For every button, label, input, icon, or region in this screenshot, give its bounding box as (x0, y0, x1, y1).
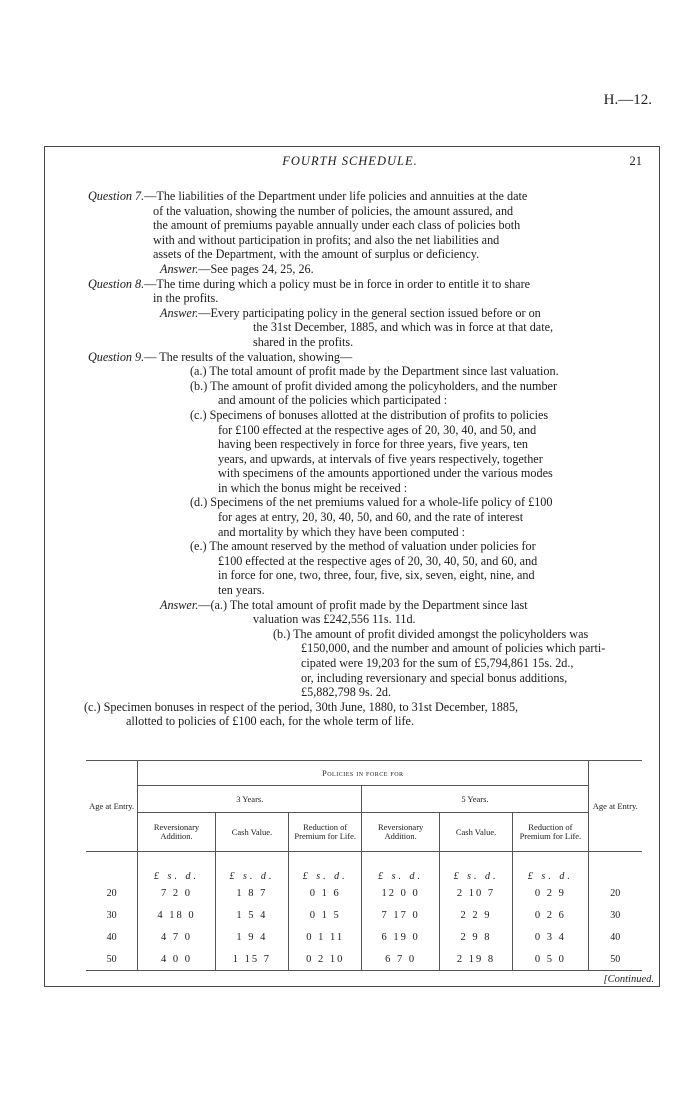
question-line: — The results of the valuation, showing— (144, 349, 353, 364)
answer-9b: (b.) The amount of profit divided amongst the policyholders was (273, 626, 589, 641)
table-cell: 0 2 10 (289, 948, 362, 971)
question-line: and amount of the policies which participated : (218, 393, 448, 408)
answer-line: valuation was £242,556 11s. 11d. (253, 612, 416, 627)
question-label: Question 9. (88, 349, 145, 364)
units-label: £ s. d. (215, 852, 288, 883)
table-cell: 30 (610, 909, 621, 921)
table-cell: 7 2 0 (138, 882, 216, 904)
answer-line: shared in the profits. (253, 334, 354, 349)
table-cell: 1 15 7 (215, 948, 288, 971)
age-header-right (588, 761, 642, 852)
table-body (86, 882, 642, 971)
answer-9c: (c.) Specimen bonuses in respect of the period, 30th June, 1880, to 31st December, 1885, (84, 699, 519, 714)
table-cell: 0 5 0 (513, 948, 588, 971)
col-reduction-5: Reduction of Premium for Life. (513, 813, 588, 852)
question-9 (88, 350, 642, 365)
page-identifier: H.—12. (603, 92, 652, 108)
table-cell: 40 (610, 931, 621, 943)
question-item-e: (e.) The amount reserved by the method of valuation under policies for (190, 539, 536, 554)
units-spacer (588, 852, 642, 883)
table-cell: 12 0 0 (362, 882, 440, 904)
answer-line: allotted to policies of £100 each, for the whole term of life. (126, 714, 415, 729)
question-line: ten years. (218, 583, 265, 598)
answer-line: the 31st December, 1885, and which was in force at that date, (253, 320, 554, 335)
question-line: with specimens of the amounts apportioned under the various modes (218, 466, 553, 481)
table-cell: 2 10 7 (439, 882, 512, 904)
question-line: the amount of premiums payable annually under each class of policies both (153, 218, 521, 233)
table-cell: 0 2 9 (513, 882, 588, 904)
units-spacer (86, 852, 138, 883)
table-cell: 50 (86, 948, 138, 971)
bonus-table (86, 760, 642, 971)
answer-8 (88, 306, 642, 321)
table-cell: 6 19 0 (362, 926, 440, 948)
group-5-years: 5 Years. (362, 786, 588, 813)
table-cell: 4 0 0 (138, 948, 216, 971)
question-line: —The liabilities of the Department under life policies and annuities at the date (144, 189, 528, 203)
bonus-table-wrap (86, 760, 642, 971)
table-cell: 4 18 0 (138, 904, 216, 926)
question-line: for ages at entry, 20, 30, 40, 50, and 60, and the rate of interest (218, 510, 524, 525)
page-frame-bottom-rule (44, 986, 660, 987)
table-cell: 20 (86, 882, 138, 904)
table-cell: 20 (610, 887, 621, 899)
group-3-years: 3 Years. (138, 786, 362, 813)
col-reversionary-3: Reversionary Addition. (138, 813, 216, 852)
question-line: in the profits. (153, 291, 219, 306)
continued-note: [Continued. (603, 974, 654, 985)
question-line: in force for one, two, three, four, five, six, seven, eight, nine, and (218, 568, 535, 583)
table-cell: 0 1 6 (289, 882, 362, 904)
table-cell: 40 (86, 926, 138, 948)
units-label: £ s. d. (439, 852, 512, 883)
question-item-a: (a.) The total amount of profit made by the Department since last valuation. (190, 364, 559, 379)
question-line: of the valuation, showing the number of policies, the amount assured, and (153, 203, 514, 218)
table-cell: 0 2 6 (513, 904, 588, 926)
answer-text: —(a.) The total amount of profit made by the Department since last (198, 597, 528, 612)
question-line: —The time during which a policy must be in force in order to entitle it to share (144, 276, 531, 291)
table-row (86, 948, 642, 971)
schedule-text (84, 189, 642, 729)
question-line: for £100 effected at the respective ages of 20, 30, 40, and 50, and (218, 422, 537, 437)
table-cell: 50 (588, 948, 642, 971)
age-header-left (86, 761, 138, 852)
question-8 (88, 277, 642, 292)
units-label: £ s. d. (289, 852, 362, 883)
question-item-c: (c.) Specimens of bonuses allotted at the distribution of profits to policies (190, 407, 549, 422)
col-reduction-3: Reduction of Premium for Life. (289, 813, 362, 852)
page-number: 21 (629, 154, 642, 168)
question-line: years, and upwards, at intervals of five years respectively, together (218, 451, 543, 466)
table-cell: 4 7 0 (138, 926, 216, 948)
units-label: £ s. d. (513, 852, 588, 883)
question-line: with and without participation in profits; and also the net liabilities and (153, 232, 500, 247)
running-title: FOURTH SCHEDULE. (282, 154, 418, 168)
age-header-text: Age at Entry. (89, 801, 135, 811)
table-cell: 2 9 8 (439, 926, 512, 948)
units-label: £ s. d. (362, 852, 440, 883)
answer-line: £150,000, and the number and amount of policies which parti- (301, 641, 606, 656)
question-item-d: (d.) Specimens of the net premiums valued for a whole-life policy of £100 (190, 495, 553, 510)
table-row (86, 904, 642, 926)
answer-9a (88, 598, 642, 613)
question-line: £100 effected at the respective ages of 20, 30, 40, 50, and 60, and (218, 553, 538, 568)
table-cell: 0 1 11 (289, 926, 362, 948)
question-label: Question 8. (88, 276, 145, 291)
answer-line: or, including reversionary and special bonus additions, (301, 670, 568, 685)
question-item-b: (b.) The amount of profit divided among the policyholders, and the number (190, 378, 558, 393)
table-row (86, 882, 642, 904)
age-header-text: Age at Entry. (592, 801, 638, 811)
table-cell: 2 19 8 (439, 948, 512, 971)
answer-text: —Every participating policy in the general section issued before or on (198, 305, 541, 320)
table-cell: 1 8 7 (215, 882, 288, 904)
answer-label: Answer. (160, 305, 199, 320)
table-cell: 0 1 5 (289, 904, 362, 926)
answer-line: £5,882,798 9s. 2d. (301, 685, 392, 700)
col-reversionary-5: Reversionary Addition. (362, 813, 440, 852)
table-cell: 7 17 0 (362, 904, 440, 926)
table-row (86, 926, 642, 948)
question-7 (88, 189, 642, 204)
col-cash-5: Cash Value. (439, 813, 512, 852)
question-line: assets of the Department, with the amount of surplus or deficiency. (153, 247, 480, 262)
question-line: having been respectively in force for three years, five years, ten (218, 437, 528, 452)
question-line: and mortality by which they have been computed : (218, 524, 466, 539)
answer-label: Answer. (160, 261, 199, 276)
col-cash-3: Cash Value. (215, 813, 288, 852)
units-label: £ s. d. (138, 852, 216, 883)
answer-label: Answer. (160, 597, 199, 612)
table-cell: 30 (86, 904, 138, 926)
question-line: in which the bonus might be received : (218, 480, 408, 495)
answer-7 (88, 262, 642, 277)
table-cell: 1 5 4 (215, 904, 288, 926)
table-cell: 0 3 4 (513, 926, 588, 948)
question-label: Question 7. (88, 189, 145, 203)
answer-text: —See pages 24, 25, 26. (198, 261, 314, 276)
table-cell: 1 9 4 (215, 926, 288, 948)
table-cell: 2 2 9 (439, 904, 512, 926)
table-cell: 6 7 0 (362, 948, 440, 971)
answer-line: cipated were 19,203 for the sum of £5,794,861 15s. 2d., (301, 656, 574, 670)
policies-header: Policies in force for (138, 761, 588, 786)
